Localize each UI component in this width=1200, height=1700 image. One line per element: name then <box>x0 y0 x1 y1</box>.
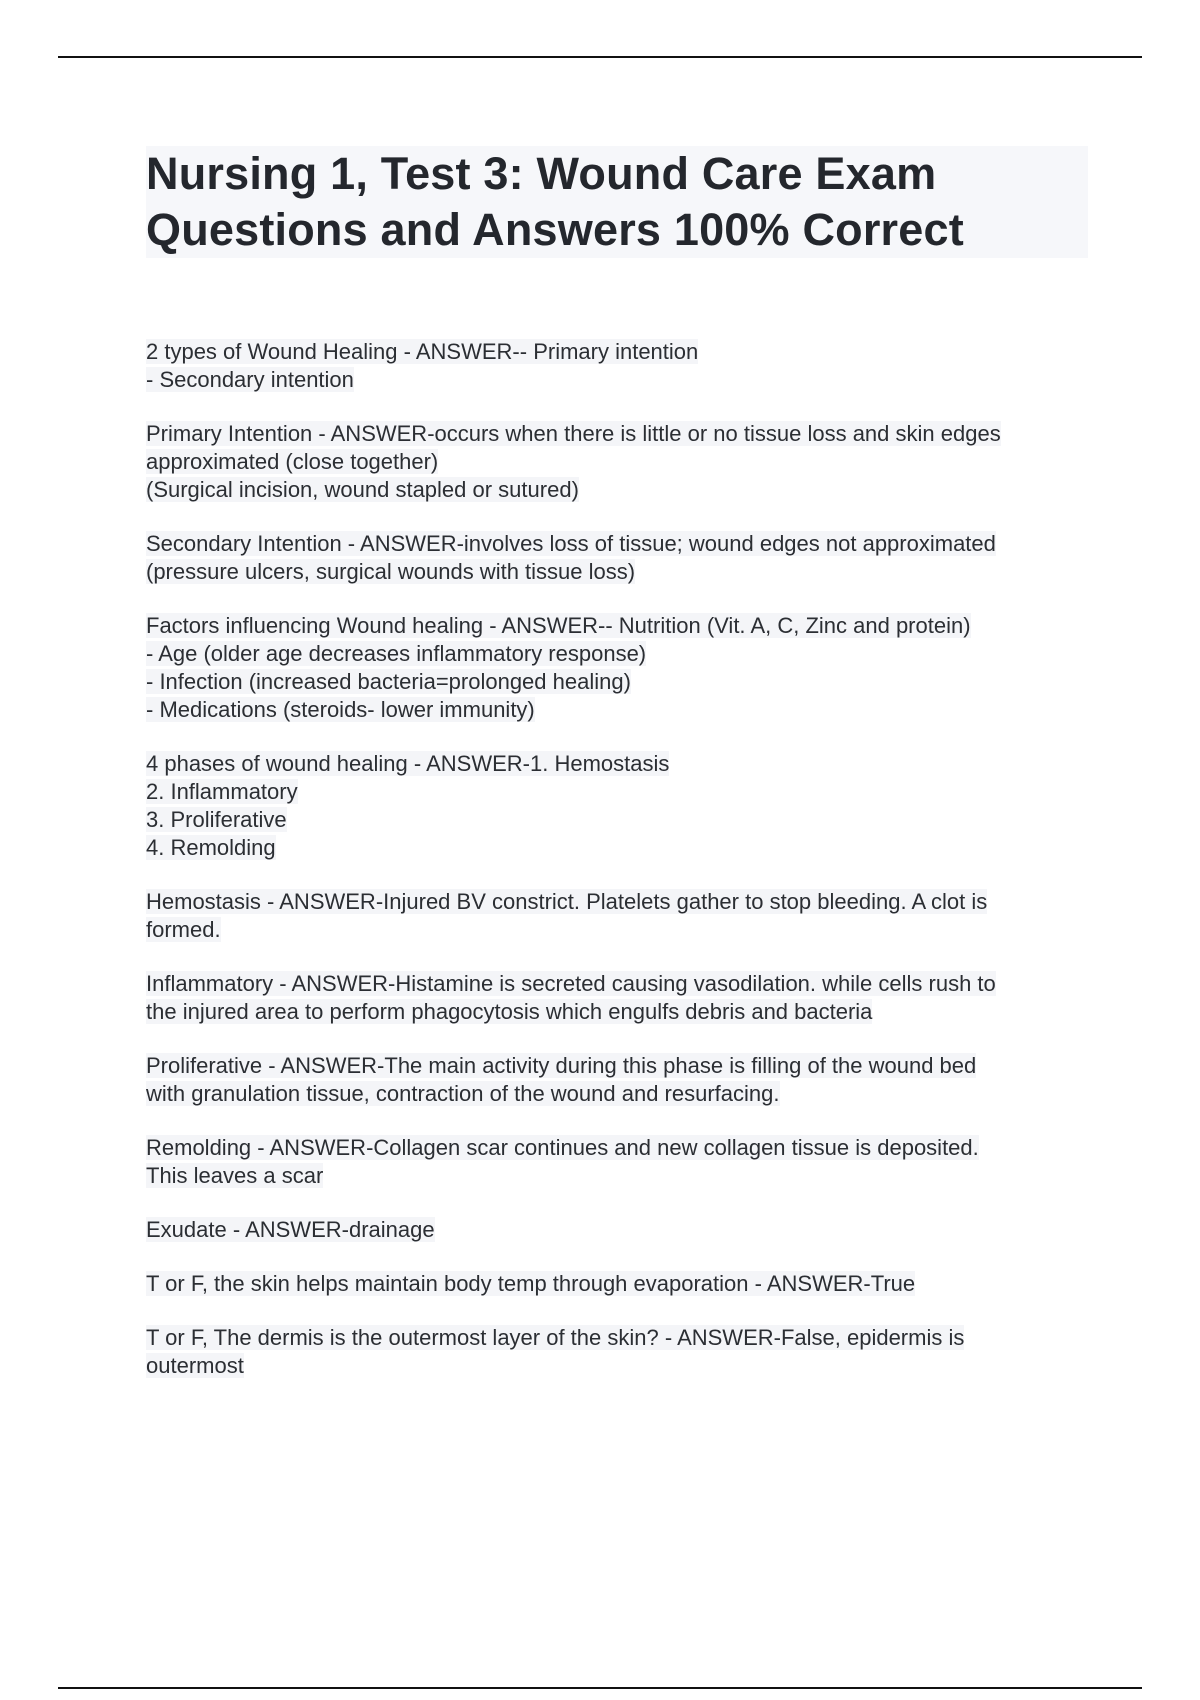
qa-line <box>146 338 1096 366</box>
qa-line <box>146 448 1096 476</box>
qa-line <box>146 1324 1096 1352</box>
qa-line-text: This leaves a scar <box>146 1163 324 1188</box>
title-line-1: Nursing 1, Test 3: Wound Care Exam <box>146 148 937 199</box>
qa-line <box>146 1134 1096 1162</box>
qa-line-text: - Age (older age decreases inflammatory response) <box>146 641 647 666</box>
qa-line-text: 4. Remolding <box>146 835 276 860</box>
top-rule <box>58 56 1142 58</box>
qa-entry <box>146 750 1096 862</box>
qa-line <box>146 668 1096 696</box>
qa-line <box>146 1080 1096 1108</box>
qa-line-text: (pressure ulcers, surgical wounds with tissue loss) <box>146 559 636 584</box>
qa-entry <box>146 970 1096 1026</box>
qa-line-text: with granulation tissue, contraction of the wound and resurfacing. <box>146 1081 780 1106</box>
qa-entry <box>146 1270 1096 1298</box>
qa-entry <box>146 888 1096 944</box>
qa-list <box>146 338 1096 1406</box>
qa-line <box>146 1162 1096 1190</box>
title-block <box>146 146 1088 258</box>
qa-line-text: 4 phases of wound healing - ANSWER-1. Hemostasis <box>146 751 670 776</box>
bottom-rule <box>58 1687 1142 1689</box>
qa-line <box>146 998 1096 1026</box>
qa-line-text: the injured area to perform phagocytosis which engulfs debris and bacteria <box>146 999 873 1024</box>
qa-line-text: Remolding - ANSWER-Collagen scar continues and new collagen tissue is deposited. <box>146 1135 979 1160</box>
qa-line <box>146 970 1096 998</box>
qa-entry <box>146 420 1096 504</box>
qa-entry <box>146 1216 1096 1244</box>
qa-entry <box>146 612 1096 724</box>
qa-line <box>146 750 1096 778</box>
qa-line <box>146 696 1096 724</box>
qa-line <box>146 834 1096 862</box>
qa-line <box>146 1352 1096 1380</box>
qa-line-text: 2. Inflammatory <box>146 779 298 804</box>
qa-entry <box>146 1324 1096 1380</box>
qa-line-text: - Infection (increased bacteria=prolonged healing) <box>146 669 631 694</box>
qa-line-text: approximated (close together) <box>146 449 439 474</box>
qa-line <box>146 1052 1096 1080</box>
qa-line-text: Inflammatory - ANSWER-Histamine is secreted causing vasodilation. while cells rush to <box>146 971 996 996</box>
qa-line-text: Factors influencing Wound healing - ANSWER-- Nutrition (Vit. A, C, Zinc and protein) <box>146 613 971 638</box>
qa-line <box>146 366 1096 394</box>
qa-line <box>146 916 1096 944</box>
qa-entry <box>146 1052 1096 1108</box>
qa-line-text: Primary Intention - ANSWER-occurs when there is little or no tissue loss and skin edges <box>146 421 1001 446</box>
qa-entry <box>146 338 1096 394</box>
qa-line-text: 3. Proliferative <box>146 807 287 832</box>
qa-line <box>146 806 1096 834</box>
qa-line <box>146 778 1096 806</box>
qa-line <box>146 476 1096 504</box>
page-title <box>146 146 1088 258</box>
qa-line-text: Proliferative - ANSWER-The main activity during this phase is filling of the wound bed <box>146 1053 977 1078</box>
title-line-2: Questions and Answers 100% Correct <box>146 204 964 255</box>
qa-entry <box>146 1134 1096 1190</box>
qa-line-text: 2 types of Wound Healing - ANSWER-- Primary intention <box>146 339 699 364</box>
qa-entry <box>146 530 1096 586</box>
qa-line-text: - Secondary intention <box>146 367 354 392</box>
qa-line-text: T or F, The dermis is the outermost layer of the skin? - ANSWER-False, epidermis is <box>146 1325 965 1350</box>
qa-line <box>146 640 1096 668</box>
qa-line <box>146 530 1096 558</box>
qa-line-text: outermost <box>146 1353 244 1378</box>
qa-line-text: Secondary Intention - ANSWER-involves loss of tissue; wound edges not approximated <box>146 531 996 556</box>
qa-line-text: Exudate - ANSWER-drainage <box>146 1217 435 1242</box>
qa-line-text: T or F, the skin helps maintain body temp through evaporation - ANSWER-True <box>146 1271 916 1296</box>
qa-line <box>146 888 1096 916</box>
qa-line <box>146 612 1096 640</box>
qa-line-text: Hemostasis - ANSWER-Injured BV constrict. Platelets gather to stop bleeding. A clot is <box>146 889 988 914</box>
qa-line <box>146 420 1096 448</box>
qa-line <box>146 558 1096 586</box>
qa-line-text: - Medications (steroids- lower immunity) <box>146 697 535 722</box>
qa-line <box>146 1216 1096 1244</box>
qa-line-text: formed. <box>146 917 221 942</box>
qa-line-text: (Surgical incision, wound stapled or sutured) <box>146 477 579 502</box>
qa-line <box>146 1270 1096 1298</box>
